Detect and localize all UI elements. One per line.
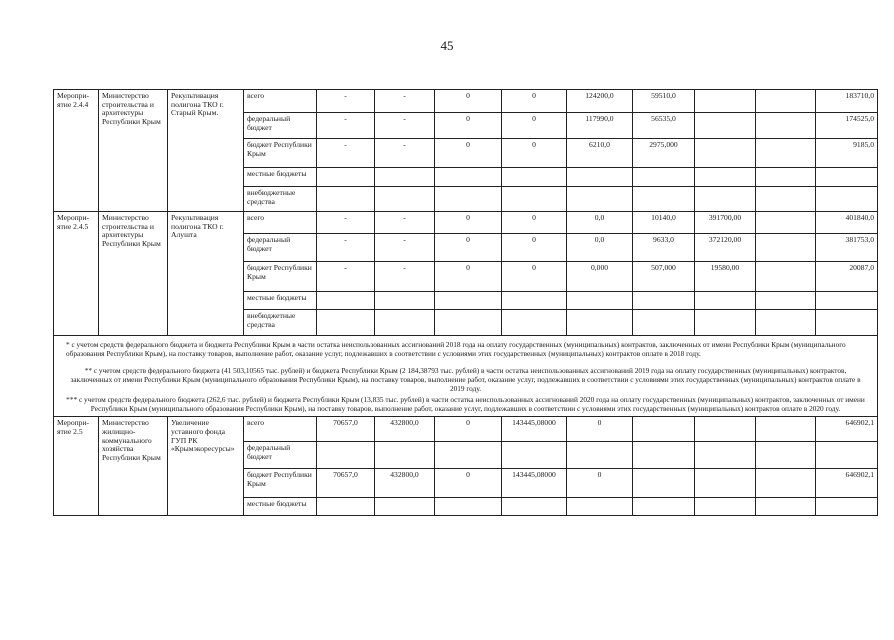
table-row [54,212,878,234]
total-cell: 9185,0 [816,139,878,168]
cell [633,498,695,516]
cell [502,168,567,187]
total-cell: 381753,0 [816,234,878,262]
cell [567,442,633,469]
cell: - [375,90,435,113]
cell [695,113,756,139]
cell: 432800,0 [375,417,435,442]
cell [633,187,695,212]
notes-row [54,336,878,417]
cell [756,292,816,310]
fund-source: внебюджетные средства [244,310,317,336]
cell [756,113,816,139]
cell [756,469,816,498]
cell [695,187,756,212]
cell [633,168,695,187]
cell [567,310,633,336]
cell: 507,000 [633,262,695,292]
cell: 0,000 [567,262,633,292]
cell [695,139,756,168]
cell [435,292,502,310]
cell: 0 [435,262,502,292]
cell [567,292,633,310]
cell [317,310,375,336]
cell: - [375,262,435,292]
cell: - [317,139,375,168]
fund-source: внебюджетные средства [244,187,317,212]
cell [567,498,633,516]
cell: 0 [502,139,567,168]
cell [317,442,375,469]
cell: 6210,0 [567,139,633,168]
table-row [54,417,878,442]
cell [502,442,567,469]
cell: 0 [502,262,567,292]
cell: 117990,0 [567,113,633,139]
note-2: ** с учетом средств федерального бюджета (41 503,10565 тыс. рублей) и бюджета Республики Крым (2 184,38793 тыс. рублей) в части остатка неиспользованных ассигнований 2019 года на оплату государственных (муниципальных) контрактов, заключенных от имени Республики Крым (муниципального образования Республики Крым), на поставку товаров, выполнение работ, оказание услуг, подлежавших в соответствии с условиями этих государственных (муниципальных) контрактов оплате в 2019 году. [70,365,861,394]
fund-source: федеральный бюджет [244,442,317,469]
cell [756,90,816,113]
cell: - [317,90,375,113]
fund-source: всего [244,212,317,234]
executor: Министерство жилищно-коммунального хозяйства Республики Крым [99,417,168,516]
cell [633,310,695,336]
cell [695,442,756,469]
note-3: *** с учетом средств федерального бюджета (262,6 тыс. рублей) и бюджета Республики Крым (13,835 тыс. рублей) в части остатка неиспользованных ассигнований 2020 года на оплату государственных (муниципальных) контрактов, заключенных от имени Республики Крым (муниципального образования Республики Крым), на поставку товаров, выполнение работ, оказание услуг, подлежавших в соответствии с условиями этих государственных (муниципальных) контрактов оплате в 2020 году. [66,394,865,413]
cell [756,310,816,336]
cell: 59510,0 [633,90,695,113]
cell [633,292,695,310]
fund-source: бюджет Республики Крым [244,262,317,292]
event-name: Увеличение уставного фонда ГУП РК «Крымэкоресурсы» [168,417,244,516]
cell: 70657,0 [317,417,375,442]
total-cell: 174525,0 [816,113,878,139]
cell [375,498,435,516]
total-cell: 183710,0 [816,90,878,113]
event-name: Рекультивация полигона ТКО г. Старый Крым. [168,90,244,212]
cell: - [317,212,375,234]
cell [756,187,816,212]
cell [756,442,816,469]
cell: 0 [567,469,633,498]
cell: 124200,0 [567,90,633,113]
cell [435,168,502,187]
cell [756,234,816,262]
cell [435,187,502,212]
cell [633,442,695,469]
total-cell [816,168,878,187]
cell: - [317,113,375,139]
cell [695,498,756,516]
event-name: Рекультивация полигона ТКО г. Алушта [168,212,244,336]
cell [502,187,567,212]
cell: - [317,234,375,262]
cell [375,292,435,310]
cell: 0 [567,417,633,442]
cell: 0 [435,234,502,262]
cell: - [317,262,375,292]
cell [695,310,756,336]
total-cell: 401840,0 [816,212,878,234]
cell: - [375,113,435,139]
cell [435,310,502,336]
cell: 19580,00 [695,262,756,292]
fund-source: бюджет Республики Крым [244,469,317,498]
table-row [54,90,878,113]
cell: 0 [435,469,502,498]
total-cell [816,442,878,469]
cell [317,292,375,310]
total-cell [816,292,878,310]
cell [695,168,756,187]
cell [375,187,435,212]
total-cell: 646902,1 [816,417,878,442]
fund-source: местные бюджеты [244,498,317,516]
cell [633,417,695,442]
fund-source: бюджет Республики Крым [244,139,317,168]
cell [756,212,816,234]
page-number: 45 [440,38,454,53]
cell: 10140,0 [633,212,695,234]
cell [695,292,756,310]
fund-source: местные бюджеты [244,292,317,310]
cell [317,498,375,516]
cell [502,498,567,516]
cell: 0 [435,139,502,168]
fund-source: федеральный бюджет [244,113,317,139]
cell: 2975,000 [633,139,695,168]
cell: 391700,00 [695,212,756,234]
cell [375,168,435,187]
event-id: Меропри-ятие 2.4.5 [54,212,99,336]
cell [756,262,816,292]
cell: 0 [502,90,567,113]
cell [317,187,375,212]
cell: 0 [435,113,502,139]
cell: 0 [502,113,567,139]
cell [567,187,633,212]
executor: Министерство строительства и архитектуры Республики Крым [99,212,168,336]
cell: - [375,139,435,168]
cell: 9633,0 [633,234,695,262]
cell [695,90,756,113]
cell: 56535,0 [633,113,695,139]
cell [317,168,375,187]
cell [435,498,502,516]
cell [695,469,756,498]
cell: 0 [435,417,502,442]
cell: 0,0 [567,212,633,234]
cell: 432800,0 [375,469,435,498]
cell: 143445,08000 [502,469,567,498]
cell: 70657,0 [317,469,375,498]
note-1: * с учетом средств федерального бюджета и бюджета Республики Крым в части остатка неиспользованных ассигнований 2018 года на оплату государственных (муниципальных) контрактов, заключенных от имени Республики Крым (муниципального образования Республики Крым), на поставку товаров, выполнение работ, оказание услуг, подлежавших в соответствии с условиями этих государственных (муниципальных) контрактов оплате в 2018 году. [66,340,846,359]
event-id: Меропри-ятие 2.4.4 [54,90,99,212]
cell [375,442,435,469]
cell [375,310,435,336]
fund-source: всего [244,90,317,113]
notes-cell [54,336,878,417]
executor: Министерство строительства и архитектуры Республики Крым [99,90,168,212]
cell: 0 [435,212,502,234]
cell [633,469,695,498]
cell [435,442,502,469]
total-cell [816,310,878,336]
cell [756,168,816,187]
total-cell [816,498,878,516]
total-cell [816,187,878,212]
event-id: Меропри-ятие 2.5 [54,417,99,516]
fund-source: местные бюджеты [244,168,317,187]
cell: 0 [502,234,567,262]
cell: 372120,00 [695,234,756,262]
cell: 0 [502,212,567,234]
cell [756,417,816,442]
cell [695,417,756,442]
cell: 143445,08000 [502,417,567,442]
program-funding-table [53,89,878,516]
cell: - [375,234,435,262]
fund-source: всего [244,417,317,442]
cell [502,310,567,336]
fund-source: федеральный бюджет [244,234,317,262]
cell [756,139,816,168]
total-cell: 20087,0 [816,262,878,292]
total-cell: 646902,1 [816,469,878,498]
cell: - [375,212,435,234]
cell [567,168,633,187]
cell [756,498,816,516]
cell [502,292,567,310]
cell: 0 [435,90,502,113]
cell: 0,0 [567,234,633,262]
